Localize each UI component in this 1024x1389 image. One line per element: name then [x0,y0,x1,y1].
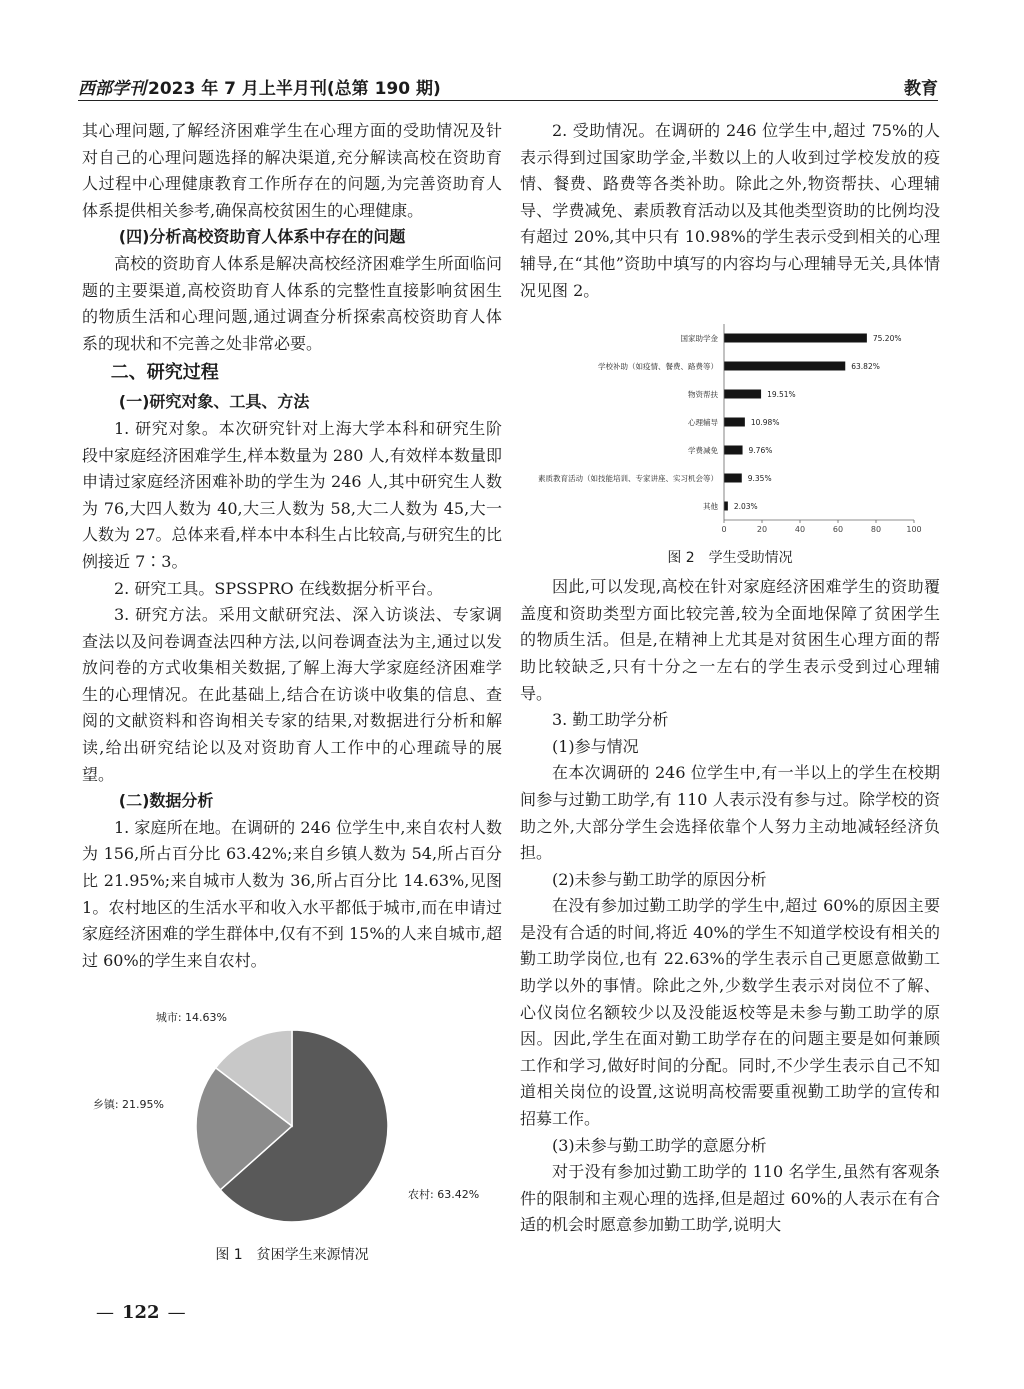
bar-value-label: 9.76% [748,446,773,456]
left-column [82,118,502,1271]
bar-value-label: 63.82% [851,362,880,372]
paragraph: 1. 家庭所在地。在调研的 246 位学生中,来自农村人数为 156,所占百分比 63.42%;来自乡镇人数为 54,所占百分比 21.95%;来自城市人数为 36,所占百分比 14.63%,见图 1。农村地区的生活水平和收入水平都低于城市,而在申请过家庭经济困难的学生群体中,仅有不到 15%的人来自城市,超过 60%的学生来自农村。 [82,817,502,970]
subsection-heading: (一)研究对象、工具、方法 [118,392,310,412]
subsection-heading: (二)数据分析 [118,791,214,811]
x-tick-label: 20 [756,525,768,535]
paragraph: 3. 勤工助学分析 [552,710,669,730]
footer-dash: — [96,1302,114,1323]
paragraph: 在本次调研的 246 位学生中,有一半以上的学生在校期间参与过勤工助学,有 110 人表示没有参与过。除学校的资助之外,大部分学生会选择依靠个人努力主动地减轻经济负担。 [520,763,940,863]
paragraph: 在没有参加过勤工助学的学生中,超过 60%的原因主要是没有合适的时间,将近 40%的学生不知道学校设有相关的勤工助学岗位,也有 22.63%的学生表示自己更愿意做勤工助学以外的事情。除此之外,少数学生表示对岗位不了解、心仪岗位名额较少以及没能返校等是未参与勤工助学的原因。因此,学生在面对勤工助学存在的问题主要是如何兼顾工作和学习,做好时间的分配。同时,不少学生表示自己不知道相关岗位的设置,这说明高校需要重视勤工助学的宣传和招募工作。 [520,896,940,1129]
bar-category-label: 其他 [703,502,718,512]
figure-1-pie-chart [82,988,502,1243]
figure-2-bar-chart [520,314,940,546]
page-header [78,74,938,101]
bar-4 [724,446,743,455]
bar-3 [724,418,745,427]
bar-value-label: 19.51% [767,390,796,400]
issue-text: 2023 年 7 月上半月刊(总第 190 期) [148,79,441,99]
paragraph: 2. 受助情况。在调研的 246 位学生中,超过 75%的人表示得到过国家助学金,半数以上的人收到过学校发放的疫情、餐费、路费等各类补助。除此之外,物资帮扶、心理辅导、学费减免、素质教育活动以及其他类型资助的比例均没有超过 20%,其中只有 10.98%的学生表示受到相关的心理辅导,在“其他”资助中填写的内容均与心理辅导无关,具体情况见图 2。 [520,121,940,300]
bar-1 [724,362,845,371]
bar-chart-svg [520,314,940,546]
x-tick-label: 40 [794,525,806,535]
bar-category-label: 心理辅导 [688,418,718,428]
journal-issue-line [78,74,441,99]
figure-1-caption: 图 1 贫困学生来源情况 [215,1247,369,1264]
x-tick-label: 80 [870,525,882,535]
pie-label-city: 城市: 14.63% [155,1011,227,1025]
paragraph: 因此,可以发现,高校在针对家庭经济困难学生的资助覆盖度和资助类型方面比较完善,较为全面地保障了贫困学生的物质生活。但是,在精神上尤其是对贫困生心理方面的帮助比较缺乏,只有十分之一左右的学生表示受到过心理辅导。 [520,577,940,703]
x-tick-label: 60 [832,525,844,535]
bar-value-label: 75.20% [872,334,902,344]
paragraph: 对于没有参加过勤工助学的 110 名学生,虽然有客观条件的限制和主观心理的选择,但是超过 60%的人表示在有合适的机会时愿意参加勤工助学,说明大 [520,1162,940,1235]
bar-category-label: 素质教育活动（如技能培训、专家讲座、实习机会等） [538,474,718,484]
paragraph: (3)未参与勤工助学的意愿分析 [552,1135,767,1155]
section-name: 教育 [904,79,938,99]
page-footer [88,1302,194,1323]
paragraph: (2)未参与勤工助学的原因分析 [552,869,767,889]
footer-dash: — [167,1302,186,1323]
right-column [520,118,940,1239]
paragraph: 高校的资助育人体系是解决高校经济困难学生所面临问题的主要渠道,高校资助育人体系的完整性直接影响贫困生的物质生活和心理问题,通过调查分析探索高校资助育人体系的现状和不完善之处非常必要。 [82,253,502,353]
x-tick-label: 0 [721,525,727,535]
bar-category-label: 国家助学金 [680,334,718,344]
bar-category-label: 学费减免 [688,446,718,456]
bar-0 [724,334,867,343]
bar-6 [724,502,728,511]
bar-category-label: 学校补助（如疫情、餐费、路费等） [598,362,718,372]
bar-2 [724,390,761,399]
bar-value-label: 9.35% [747,474,772,484]
paragraph: (1)参与情况 [552,736,639,756]
page-number: 122 [122,1302,160,1323]
pie-label-township: 乡镇: 21.95% [92,1098,164,1112]
x-tick-label: 100 [906,525,922,535]
figure-2-caption: 图 2 学生受助情况 [667,550,793,567]
bar-category-label: 物资帮扶 [688,390,718,400]
bar-value-label: 2.03% [733,502,758,512]
paragraph: 其心理问题,了解经济困难学生在心理方面的受助情况及针对自己的心理问题选择的解决渠道,充分解读高校在资助育人过程中心理健康教育工作所存在的问题,为完善资助育人体系提供相关参考,确保高校贫困生的心理健康。 [82,121,502,220]
paragraph: 3. 研究方法。采用文献研究法、深入访谈法、专家调查法以及问卷调查法四种方法,以问卷调查法为主,通过以发放问卷的方式收集相关数据,了解上海大学家庭经济困难学生的心理情况。在此基础上,结合在访谈中收集的信息、查阅的文献资料和咨询相关专家的结果,对数据进行分析和解读,给出研究结论以及对资助育人工作中的心理疏导的展望。 [82,605,502,784]
pie-label-rural: 农村: 63.42% [408,1188,480,1202]
pie-chart-svg [82,988,502,1243]
subsection-heading: (四)分析高校资助育人体系中存在的问题 [118,227,406,247]
section-heading: 二、研究过程 [110,362,219,384]
bar-5 [724,474,742,483]
bar-value-label: 10.98% [750,418,780,428]
paragraph: 2. 研究工具。SPSSPRO 在线数据分析平台。 [114,578,443,598]
journal-logo: 西部学刊 [78,79,146,99]
paragraph: 1. 研究对象。本次研究针对上海大学本科和研究生阶段中家庭经济困难学生,样本数量为 280 人,有效样本数量即申请过家庭经济困难补助的学生为 246 人,其中研究生人数为 76,大四人数为 40,大三人数为 58,大二人数为 45,大一人数为 27。总体来看,样本中本科生占比较高,与研究生的比例接近 7∶3。 [82,418,502,571]
